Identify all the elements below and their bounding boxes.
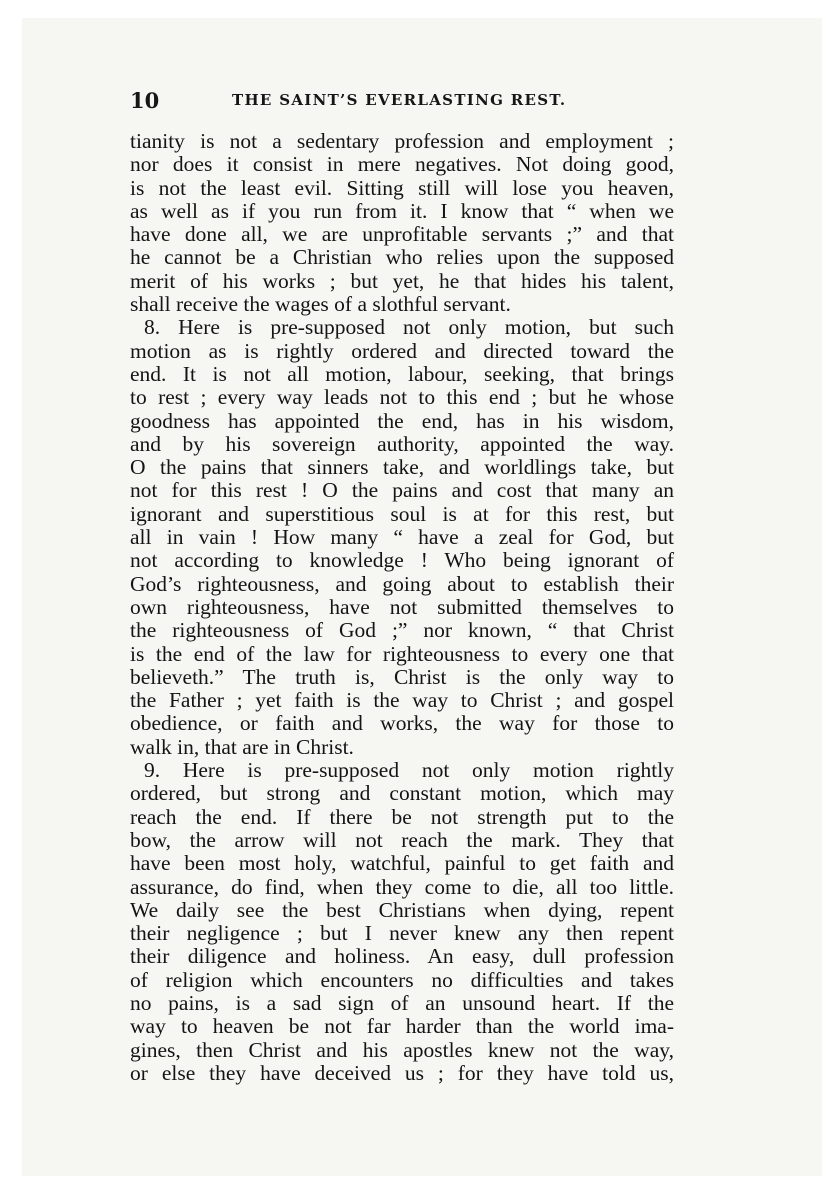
text-line: have done all, we are unprofitable servants ;” and that	[130, 222, 674, 247]
text-line: he cannot be a Christian who relies upon the supposed	[130, 245, 674, 270]
paragraph-continuation	[130, 130, 674, 316]
text-line: goodness has appointed the end, has in his wisdom,	[130, 408, 674, 433]
text-line: ignorant and superstitious soul is at for this rest, but	[130, 501, 674, 526]
body-text	[130, 130, 674, 1085]
text-line: or else they have deceived us ; for they have told us,	[130, 1060, 674, 1085]
text-line: 9. Here is pre-supposed not only motion rightly	[144, 758, 674, 783]
text-line: no pains, is a sad sign of an unsound heart. If the	[130, 990, 674, 1015]
text-line: of religion which encounters no difficulties and takes	[130, 967, 674, 992]
page-number: 10	[130, 88, 160, 113]
text-line: We daily see the best Christians when dying, repent	[130, 897, 674, 922]
text-line: not according to knowledge ! Who being ignorant of	[130, 548, 674, 573]
running-title: THE SAINT’S EVERLASTING REST.	[232, 91, 567, 109]
text-line: own righteousness, have not submitted themselves to	[130, 594, 674, 619]
text-line: 8. Here is pre-supposed not only motion, but such	[144, 315, 674, 340]
text-line: have been most holy, watchful, painful to get faith and	[130, 851, 674, 876]
text-line: O the pains that sinners take, and worldlings take, but	[130, 455, 674, 480]
text-line: reach the end. If there be not strength put to the	[130, 804, 674, 829]
text-line: way to heaven be not far harder than the world ima-	[130, 1014, 674, 1039]
text-line: God’s righteousness, and going about to establish their	[130, 571, 674, 596]
text-line: the Father ; yet faith is the way to Christ ; and gospel	[130, 688, 674, 713]
text-line: ordered, but strong and constant motion, which may	[130, 781, 674, 806]
text-line: is the end of the law for righteousness to every one that	[130, 641, 674, 666]
text-line: the righteousness of God ;” nor known, “ that Christ	[130, 618, 674, 643]
text-line: gines, then Christ and his apostles knew not the way,	[130, 1037, 674, 1062]
text-line: not for this rest ! O the pains and cost that many an	[130, 478, 674, 503]
text-line: as well as if you run from it. I know that “ when we	[130, 198, 674, 223]
text-line: tianity is not a sedentary profession and employment ;	[130, 129, 674, 153]
text-line: assurance, do find, when they come to die, all too little.	[130, 874, 674, 899]
text-line: to rest ; every way leads not to this end ; but he whose	[130, 385, 674, 410]
text-line: end. It is not all motion, labour, seeking, that brings	[130, 361, 674, 386]
text-line: merit of his works ; but yet, he that hides his talent,	[130, 268, 674, 293]
text-line: bow, the arrow will not reach the mark. They that	[130, 827, 674, 852]
text-line: walk in, that are in Christ.	[130, 734, 354, 759]
paragraph-9	[130, 759, 674, 1085]
text-line: is not the least evil. Sitting still will lose you heaven,	[130, 175, 674, 200]
text-line: their negligence ; but I never knew any then repent	[130, 921, 674, 946]
text-line: motion as is rightly ordered and directed toward the	[130, 338, 674, 363]
page-header	[130, 88, 674, 114]
text-line: believeth.” The truth is, Christ is the only way to	[130, 664, 674, 689]
text-line: obedience, or faith and works, the way for those to	[130, 711, 674, 736]
text-line: shall receive the wages of a slothful servant.	[130, 292, 511, 317]
text-line: and by his sovereign authority, appointed the way.	[130, 431, 674, 456]
text-line: nor does it consist in mere negatives. Not doing good,	[130, 152, 674, 177]
text-line: their diligence and holiness. An easy, dull profession	[130, 944, 674, 969]
paragraph-8	[130, 316, 674, 759]
text-line: all in vain ! How many “ have a zeal for God, but	[130, 525, 674, 550]
